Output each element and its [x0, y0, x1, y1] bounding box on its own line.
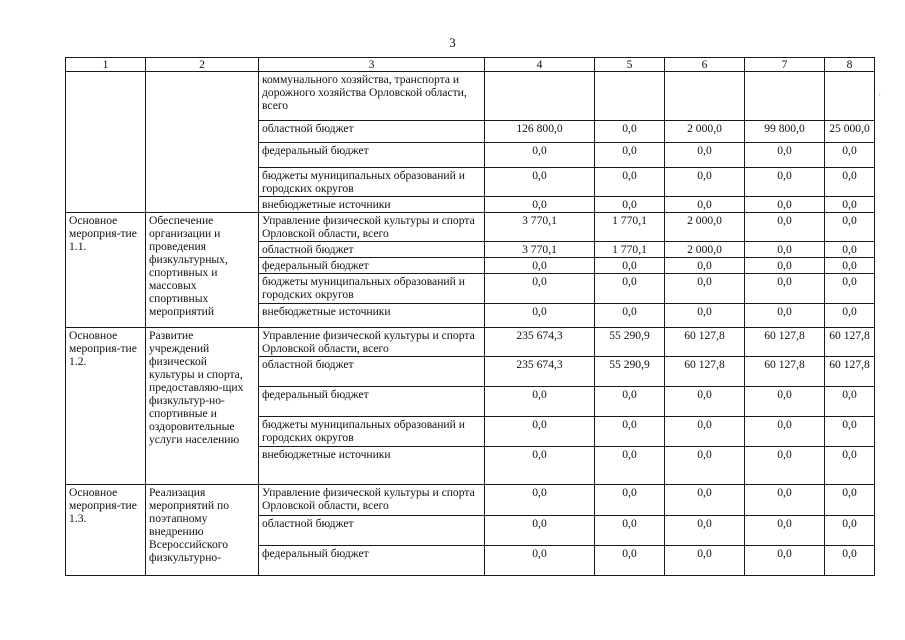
value-cell: 1 770,1 [595, 213, 665, 242]
value-cell: 0,0 [825, 516, 875, 546]
source-cell: бюджеты муниципальных образований и городских округов [259, 274, 485, 304]
source-cell: внебюджетные источники [259, 447, 485, 485]
value-cell: 0,0 [745, 516, 825, 546]
source-cell: Управление физической культуры и спорта Орловской области, всего [259, 328, 485, 357]
value-cell: 0,0 [825, 274, 875, 304]
value-cell: 60 127,8 [665, 357, 745, 387]
code-cell [66, 72, 146, 213]
value-cell: 0,0 [825, 258, 875, 274]
value-cell: 0,0 [485, 417, 595, 447]
value-cell [485, 72, 595, 121]
value-cell: 0,0 [665, 197, 745, 213]
value-cell: 0,0 [745, 197, 825, 213]
header-cell: 1 [66, 58, 146, 72]
value-cell: 0,0 [825, 304, 875, 328]
measure-name-cell: Реализация мероприятий по поэтапному внедрению Всероссийского физкультурно- [146, 485, 259, 576]
header-cell: 8 [825, 58, 875, 72]
value-cell: 0,0 [485, 143, 595, 168]
source-cell: областной бюджет [259, 121, 485, 143]
source-cell: областной бюджет [259, 242, 485, 258]
value-cell: 0,0 [825, 168, 875, 197]
source-cell: областной бюджет [259, 516, 485, 546]
header-row [66, 58, 875, 72]
budget-table [65, 57, 875, 576]
value-cell: 0,0 [665, 417, 745, 447]
value-cell: 0,0 [595, 516, 665, 546]
value-cell: 0,0 [745, 546, 825, 576]
source-cell: областной бюджет [259, 357, 485, 387]
value-cell: 0,0 [825, 213, 875, 242]
value-cell: 0,0 [825, 417, 875, 447]
value-cell: 0,0 [485, 274, 595, 304]
value-cell [825, 72, 875, 121]
value-cell: 0,0 [595, 121, 665, 143]
header-cell: 4 [485, 58, 595, 72]
value-cell: 0,0 [825, 143, 875, 168]
value-cell: 60 127,8 [745, 357, 825, 387]
value-cell [595, 72, 665, 121]
value-cell: 0,0 [825, 447, 875, 485]
value-cell: 0,0 [745, 304, 825, 328]
value-cell: 126 800,0 [485, 121, 595, 143]
value-cell: 0,0 [485, 197, 595, 213]
value-cell: 235 674,3 [485, 328, 595, 357]
value-cell: 235 674,3 [485, 357, 595, 387]
value-cell: 0,0 [595, 304, 665, 328]
value-cell: 0,0 [825, 485, 875, 516]
value-cell [745, 72, 825, 121]
value-cell: 0,0 [485, 258, 595, 274]
value-cell: 0,0 [665, 447, 745, 485]
value-cell: 0,0 [745, 485, 825, 516]
header-cell: 7 [745, 58, 825, 72]
source-cell: федеральный бюджет [259, 143, 485, 168]
value-cell: 0,0 [665, 546, 745, 576]
measure-code-cell: Основное мероприя-тие 1.1. [66, 213, 146, 328]
measure-name-cell: Развитие учреждений физической культуры и спорта, предоставляю-щих физкультур-но-спортивные и оздоровительные услуги населению [146, 328, 259, 485]
value-cell: 0,0 [825, 387, 875, 417]
value-cell: 0,0 [665, 387, 745, 417]
value-cell: 0,0 [595, 546, 665, 576]
source-cell: внебюджетные источники [259, 304, 485, 328]
value-cell: 0,0 [485, 447, 595, 485]
measure-code-cell: Основное мероприя-тие 1.3. [66, 485, 146, 576]
value-cell: 0,0 [745, 258, 825, 274]
value-cell [665, 72, 745, 121]
value-cell: 55 290,9 [595, 328, 665, 357]
source-cell: бюджеты муниципальных образований и городских округов [259, 417, 485, 447]
source-cell: федеральный бюджет [259, 546, 485, 576]
value-cell: 60 127,8 [745, 328, 825, 357]
value-cell: 0,0 [825, 197, 875, 213]
value-cell: 0,0 [485, 516, 595, 546]
value-cell: 0,0 [595, 168, 665, 197]
value-cell: 1 770,1 [595, 242, 665, 258]
value-cell: 0,0 [745, 417, 825, 447]
table-row [66, 72, 875, 121]
table-body [66, 58, 875, 576]
source-cell: коммунального хозяйства, транспорта и дорожного хозяйства Орловской области, всего [259, 72, 485, 121]
value-cell: 0,0 [825, 242, 875, 258]
value-cell: 0,0 [665, 274, 745, 304]
value-cell: 0,0 [485, 304, 595, 328]
source-cell: Управление физической культуры и спорта Орловской области, всего [259, 213, 485, 242]
value-cell: 0,0 [745, 143, 825, 168]
value-cell: 60 127,8 [825, 328, 875, 357]
value-cell: 0,0 [745, 274, 825, 304]
value-cell: 0,0 [665, 304, 745, 328]
value-cell: 0,0 [745, 387, 825, 417]
source-cell: федеральный бюджет [259, 387, 485, 417]
value-cell: 2 000,0 [665, 121, 745, 143]
table-row [66, 213, 875, 242]
header-cell: 6 [665, 58, 745, 72]
value-cell: 0,0 [665, 516, 745, 546]
header-cell: 5 [595, 58, 665, 72]
measure-name-cell: Обеспечение организации и проведения физкультурных, спортивных и массовых спортивных мероприятий [146, 213, 259, 328]
value-cell: 0,0 [485, 485, 595, 516]
value-cell: 0,0 [745, 213, 825, 242]
value-cell: 0,0 [665, 168, 745, 197]
name-cell [146, 72, 259, 213]
value-cell: 0,0 [825, 546, 875, 576]
source-cell: внебюджетные источники [259, 197, 485, 213]
value-cell: 3 770,1 [485, 213, 595, 242]
value-cell: 0,0 [485, 387, 595, 417]
value-cell: 0,0 [745, 242, 825, 258]
value-cell: 55 290,9 [595, 357, 665, 387]
table-row [66, 328, 875, 357]
value-cell: 60 127,8 [825, 357, 875, 387]
value-cell: 0,0 [595, 274, 665, 304]
value-cell: 99 800,0 [745, 121, 825, 143]
value-cell: 0,0 [485, 546, 595, 576]
header-cell: 3 [259, 58, 485, 72]
value-cell: 0,0 [745, 447, 825, 485]
value-cell: 25 000,0 [825, 121, 875, 143]
value-cell: 0,0 [745, 168, 825, 197]
value-cell: 0,0 [595, 447, 665, 485]
source-cell: федеральный бюджет [259, 258, 485, 274]
value-cell: 0,0 [595, 143, 665, 168]
source-cell: бюджеты муниципальных образований и городских округов [259, 168, 485, 197]
value-cell: 0,0 [595, 197, 665, 213]
header-cell: 2 [146, 58, 259, 72]
value-cell: 2 000,0 [665, 242, 745, 258]
value-cell: 0,0 [485, 168, 595, 197]
table-row [66, 485, 875, 516]
source-cell: Управление физической культуры и спорта Орловской области, всего [259, 485, 485, 516]
value-cell: 0,0 [665, 143, 745, 168]
value-cell: 2 000,0 [665, 213, 745, 242]
measure-code-cell: Основное мероприя-тие 1.2. [66, 328, 146, 485]
value-cell: 0,0 [595, 485, 665, 516]
value-cell: 0,0 [665, 485, 745, 516]
value-cell: 60 127,8 [665, 328, 745, 357]
value-cell: 3 770,1 [485, 242, 595, 258]
page-number: 3 [449, 35, 456, 50]
value-cell: 0,0 [595, 258, 665, 274]
value-cell: 0,0 [595, 417, 665, 447]
value-cell: 0,0 [595, 387, 665, 417]
margin-mark: ' [879, 92, 881, 102]
value-cell: 0,0 [665, 258, 745, 274]
